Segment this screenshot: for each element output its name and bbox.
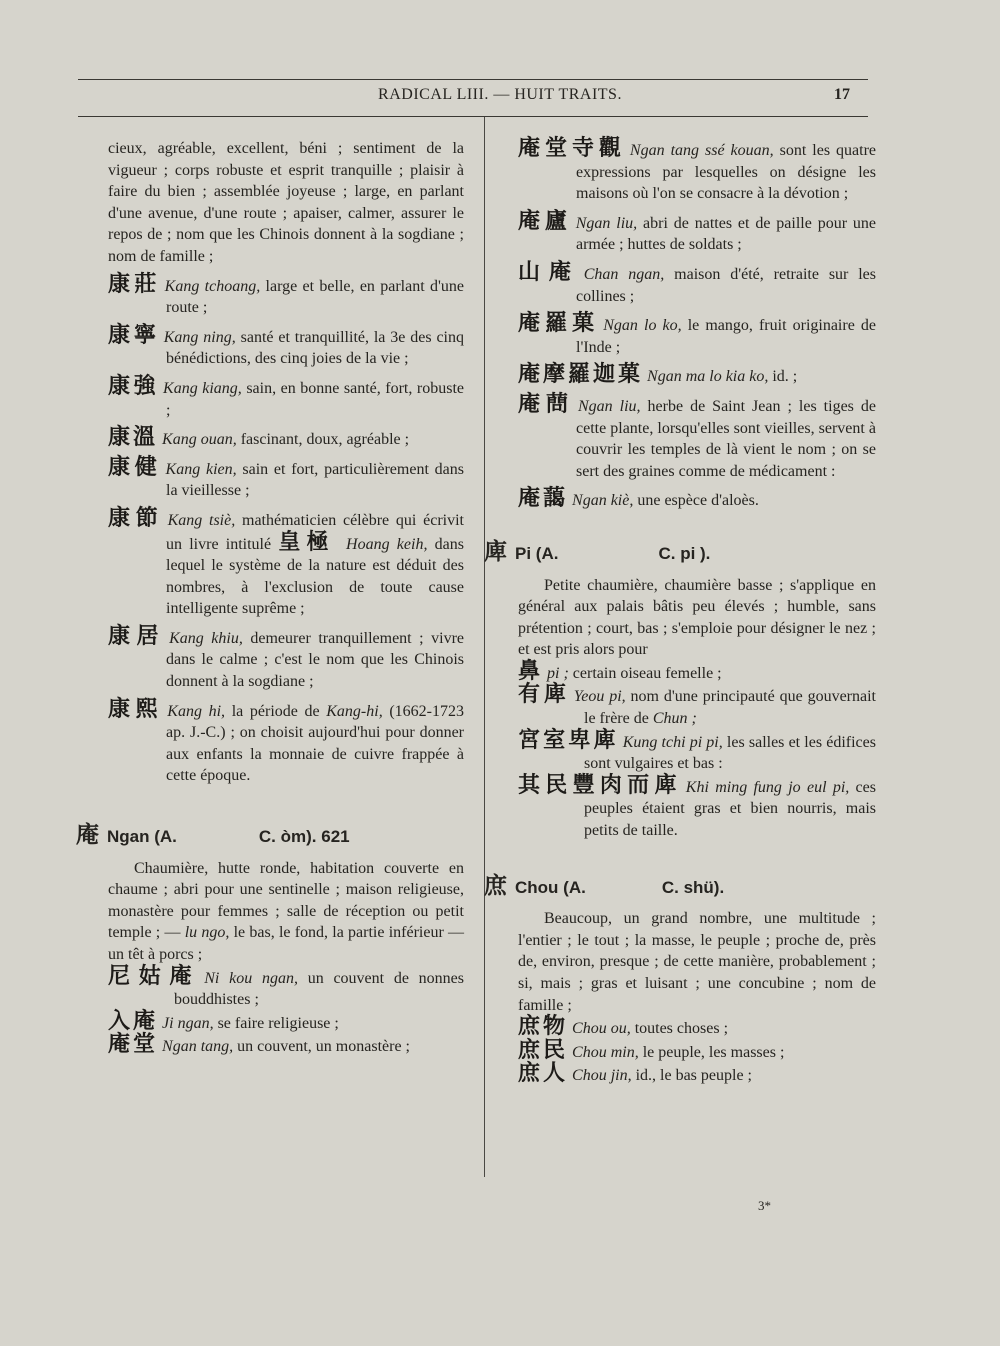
entry-chinese: 庶民: [518, 1037, 569, 1063]
entry-romanization: Kang khiu,: [169, 629, 243, 647]
entry-chinese: 庵堂: [108, 1032, 159, 1058]
person-name: Chun ;: [652, 710, 697, 728]
header-rule-top: [78, 79, 868, 80]
entry-chinese: 入庵: [108, 1008, 159, 1034]
entry-chinese: 庵廬: [518, 208, 572, 234]
entry-definition: santé et tranquillité, la 3e des cinq bénédictions, des cinq joies de la vie ;: [166, 328, 464, 368]
entry-kang-khiu: [108, 623, 465, 693]
entry-romanization: Ngan ma lo kia ko,: [647, 368, 769, 386]
entry-chinese: 山庵: [518, 259, 580, 285]
entry-ngan-ma-lo-kia-ko: [518, 364, 876, 388]
entry-romanization: Kang ning,: [163, 328, 236, 346]
entry-definition-cont: dans lequel le système de la nature est déduit des nombres, à l'exclusion de toute cause intelligente suprême ;: [166, 535, 465, 618]
entry-romanization: Kang kien,: [165, 460, 237, 478]
headword-annamite-label: (A.: [535, 543, 559, 563]
entry-ji-ngan: [108, 1008, 464, 1035]
intro-paragraph: cieux, agréable, excellent, béni ; sentiment de la vigueur ; corps robuste et esprit tranquille ; plaisir à faire du bien ; assemblée joyeuse ; large, en parlant d'une avenue, d'une route ; apaiser, calmer, assurer le repos de ; nom que les Chinois donnent à la sogdiane ; nom de famille ;: [108, 140, 464, 265]
entry-chinese: 其民豐肉而庳: [518, 772, 682, 798]
headword-ngan: [76, 822, 464, 849]
left-column: [76, 138, 465, 1058]
entry-definition: une espèce d'aloès.: [633, 492, 759, 510]
entry-ngan-tang: [108, 1034, 464, 1058]
entry-ngan-liu-herb: [518, 391, 876, 482]
headword-annamite-label: (A.: [563, 877, 586, 897]
book-title-romanization: Hoang keih,: [346, 535, 428, 553]
entry-definition: un couvent de nonnes bouddhistes ;: [174, 969, 465, 1009]
entry-romanization: Khi ming fung jo eul pi,: [685, 778, 850, 796]
entry-chinese: 康莊: [108, 271, 161, 297]
entry-chinese: 尼姑庵: [108, 963, 201, 989]
entry-romanization: Ngan liu,: [578, 397, 641, 415]
entry-ngan-lo-ko: [518, 313, 876, 358]
entry-chou-ou: [518, 1016, 876, 1040]
headword-character: 庵: [76, 822, 99, 849]
entry-chou-jin: [518, 1063, 876, 1087]
entry-kang-ouan: [108, 427, 464, 451]
entry-chinese: 鼻: [518, 658, 544, 684]
headword-romanization: Chou: [515, 877, 559, 897]
headword-romanization: Pi: [515, 543, 532, 563]
entry-definition: le peuple, les masses ;: [638, 1043, 785, 1061]
entry-definition: id. ;: [768, 368, 798, 386]
entry-kang-tsie: [108, 505, 465, 620]
book-title-chinese: 皇極: [278, 529, 335, 555]
entry-chinese: 康熙: [108, 696, 164, 722]
entry-ngan-liu: [518, 208, 876, 256]
entry-khi-ming-fung: [518, 772, 876, 842]
entry-chou-min: [518, 1037, 876, 1064]
entry-ngan-tang-sse-kouan: [518, 138, 876, 205]
entry-romanization: pi ;: [547, 664, 569, 682]
entry-romanization: Chan ngan,: [583, 265, 665, 283]
headword-pi: [484, 538, 876, 565]
entry-definition: les salles et les édifices sont vulgaires et bas :: [584, 733, 876, 773]
entry-definition: sont les quatre expressions par lesquelles on désigne les maisons où l'on se consacre à la dévotion ;: [576, 142, 876, 203]
entry-romanization: Ngan lo ko,: [603, 317, 682, 335]
headword-annamite-label: (A.: [154, 827, 177, 847]
running-title: RADICAL LIII. — HUIT TRAITS.: [378, 86, 622, 103]
entry-definition: toutes choses ;: [630, 1020, 729, 1038]
entry-chinese: 康健: [108, 454, 162, 480]
entry-chinese: 康寧: [108, 322, 160, 348]
chou-definition: Beaucoup, un grand nombre, une multitude ; l'entier ; le tout ; la masse, le peuple ; proche de, près de, environ, presque ; de cette manière, probablement ; si, mais ; gras et luisant ; une concubine ; nom de famille ;: [518, 910, 876, 1014]
entry-chinese: 庵摩羅迦菓: [518, 362, 644, 388]
period-name: Kang-hi,: [326, 702, 383, 720]
pi-definition: Petite chaumière, chaumière basse ; s'applique en général aux palais bâtis peu élevés ; humble, sans prétention ; court, bas ; s'emploie pour désigner le nez ; et est pris alors pour: [518, 576, 876, 659]
entry-romanization: Kang kiang,: [163, 379, 242, 397]
headword-character: 庳: [484, 538, 507, 565]
entry-romanization: Ni kou ngan,: [204, 969, 298, 987]
entry-definition: certain oiseau femelle ;: [568, 664, 722, 682]
printer-signature: 3*: [758, 1198, 771, 1213]
headword-cantonese: C. òm). 621: [258, 827, 350, 847]
entry-kung-tchi-pi-pi: [518, 727, 876, 775]
entry-definition: fascinant, doux, agréable ;: [236, 431, 410, 449]
entry-definition: demeurer tranquillement ; vivre dans le calme ; c'est le nom que les Chinois donnent à la sogdiane ;: [166, 629, 465, 691]
entry-pi-bird: [518, 658, 876, 685]
column-divider: [484, 117, 485, 1177]
entry-definition: sain, en bonne santé, fort, robuste ;: [166, 379, 464, 419]
entry-definition: nom d'une principauté que gouvernait le frère de: [584, 688, 877, 728]
right-column: [484, 136, 877, 1087]
entry-romanization: Ngan tang ssé kouan,: [629, 142, 774, 159]
entry-definition: maison d'été, retraite sur les collines ;: [576, 265, 877, 305]
entry-chinese: 庶人: [518, 1061, 569, 1087]
entry-chinese: 康節: [108, 505, 164, 531]
entry-definition: se faire religieuse ;: [213, 1014, 339, 1032]
entry-chinese: 康溫: [108, 425, 159, 451]
entry-chan-ngan: [518, 259, 877, 307]
entry-kang-tchoang: [108, 271, 464, 319]
entry-romanization: Ngan kiè,: [572, 492, 634, 510]
entry-romanization: Kang ouan,: [162, 431, 237, 449]
entry-definition: herbe de Saint Jean ; les tiges de cette plante, lorsqu'elles sont vieilles, servent à couvrir les temples de là vient le nom ; on se sert des graines comme de médicament :: [576, 397, 876, 480]
entry-romanization: Chou ou,: [572, 1020, 631, 1038]
headword-chou: [484, 872, 876, 899]
entry-chinese: 有庳: [518, 682, 570, 708]
entry-kang-kien: [108, 454, 464, 502]
entry-definition: ces peuples étaient gras et bien nourris, mais petits de taille.: [584, 778, 876, 840]
entry-romanization: Ngan tang,: [162, 1038, 234, 1056]
entry-chinese: 庵蔄: [518, 391, 574, 417]
entry-romanization: Chou jin,: [572, 1067, 632, 1085]
entry-yeou-pi: [518, 684, 876, 729]
entry-chinese: 庶物: [518, 1014, 569, 1040]
entry-definition: le mango, fruit originaire de l'Inde ;: [576, 317, 876, 356]
entry-romanization: Kang tchoang,: [164, 277, 261, 295]
entry-chinese: 宮室卑庳: [518, 727, 619, 753]
entry-kang-kiang: [108, 373, 464, 421]
entry-romanization: Chou min,: [572, 1043, 639, 1061]
entry-romanization: Kang tsiè,: [167, 511, 236, 529]
entry-ni-kou-ngan: [108, 963, 465, 1011]
ngan-definition: Chaumière, hutte ronde, habitation couverte en chaume ; abri pour une sentinelle ; maison religieuse, monastère pour femmes ; salle de réception ou petit temple ; — lu ngo, le bas, le fond, la partie inférieur — un têt à porcs ;: [108, 859, 465, 963]
entry-chinese: 庵藹: [518, 486, 569, 512]
entry-kang-ning: [108, 322, 464, 370]
entry-romanization: Kung tchi pi pi,: [622, 733, 723, 751]
entry-chinese: 康強: [108, 373, 160, 399]
entry-romanization: Kang hi,: [167, 702, 226, 720]
header-rule-bottom: [78, 116, 868, 117]
entry-romanization: Ji ngan,: [162, 1014, 214, 1032]
entry-romanization: Yeou pi,: [573, 688, 626, 706]
entry-chinese: 康居: [108, 623, 166, 649]
entry-definition: large et belle, en parlant d'une route ;: [166, 277, 464, 317]
entry-chinese: 庵堂寺觀: [518, 136, 626, 161]
entry-definition: sain et fort, particulièrement dans la vieillesse ;: [166, 460, 464, 500]
entry-definition: abri de nattes et de paille pour une armée ; huttes de soldats ;: [576, 214, 876, 254]
entry-romanization: Ngan liu,: [575, 214, 638, 232]
entry-kang-hi: [108, 696, 464, 787]
headword-cantonese: C. pi ).: [658, 543, 711, 563]
headword-romanization: Ngan: [107, 827, 150, 847]
headword-cantonese: C. shü).: [661, 877, 725, 897]
entry-chinese: 庵羅菓: [518, 311, 600, 337]
entry-ngan-kie: [518, 488, 876, 512]
page-number: 17: [834, 86, 850, 103]
entry-definition: id., le bas peuple ;: [631, 1067, 752, 1085]
entry-definition: la période de: [225, 702, 327, 720]
entry-definition: un couvent, un monastère ;: [233, 1038, 410, 1056]
entry-definition: mathématicien célèbre qui écrivit un livre intitulé: [166, 511, 465, 553]
headword-character: 庶: [484, 872, 507, 899]
entry-definition-cont: (1662-1723 ap. J.-C.) ; on choisit aujourd'hui pour donner aux enfants la monnaie de cuivre frappée à cette époque.: [166, 702, 464, 785]
